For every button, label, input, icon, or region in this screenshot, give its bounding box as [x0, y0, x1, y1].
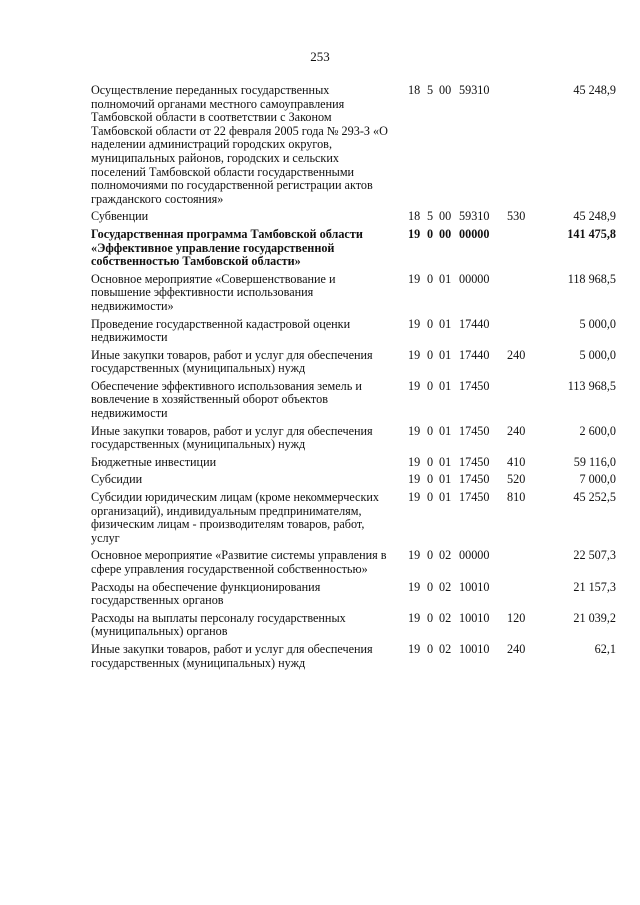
code-part-c4: 17440 [459, 316, 490, 331]
row-amount: 21 039,2 [573, 610, 616, 625]
code-part-c2: 0 [427, 490, 434, 505]
code-part-c4: 17450 [459, 472, 490, 487]
code-part-c3: 00 [439, 83, 452, 97]
code-part-c1: 19 [408, 610, 421, 625]
row-description: Проведение государственной кадастровой оценки недвижимости [91, 316, 351, 345]
row-code [408, 549, 531, 563]
code-part-c1: 19 [408, 226, 421, 241]
row-code [408, 612, 531, 626]
code-part-c3: 01 [439, 423, 452, 438]
row-amount: 62,1 [594, 641, 616, 656]
code-part-c1: 19 [408, 472, 421, 487]
code-part-c5: 120 [507, 610, 526, 625]
budget-table [0, 84, 640, 674]
row-amount: 45 248,9 [573, 83, 616, 97]
row-description: Государственная программа Тамбовской области «Эффективное управление государственной собственностью Тамбовской области» [91, 226, 363, 269]
row-description: Бюджетные инвестиции [91, 454, 217, 469]
code-part-c1: 19 [408, 316, 421, 331]
code-part-c2: 0 [427, 423, 434, 438]
code-part-c3: 01 [439, 472, 452, 487]
code-part-c2: 0 [427, 316, 434, 331]
code-part-c2: 0 [427, 472, 434, 487]
table-row [0, 425, 640, 452]
row-code [408, 643, 531, 657]
code-part-c2: 0 [427, 641, 434, 656]
row-code [408, 380, 531, 394]
row-description: Иные закупки товаров, работ и услуг для обеспечения государственных (муниципальных) нужд [91, 347, 373, 376]
row-amount: 22 507,3 [573, 548, 616, 563]
code-part-c4: 10010 [459, 641, 490, 656]
code-part-c5: 240 [507, 347, 526, 362]
code-part-c3: 01 [439, 271, 452, 286]
code-part-c4: 59310 [459, 209, 490, 224]
table-row [0, 84, 640, 206]
row-code [408, 84, 531, 98]
code-part-c1: 19 [408, 423, 421, 438]
row-code [408, 425, 531, 439]
row-amount: 118 968,5 [567, 271, 616, 286]
code-part-c4: 00000 [459, 226, 490, 241]
code-part-c3: 02 [439, 610, 452, 625]
row-code [408, 273, 531, 287]
code-part-c2: 0 [427, 454, 434, 469]
row-description: Иные закупки товаров, работ и услуг для обеспечения государственных (муниципальных) нужд [91, 641, 373, 670]
row-amount: 21 157,3 [573, 579, 616, 594]
row-code [408, 210, 531, 224]
code-part-c4: 17440 [459, 347, 490, 362]
row-description: Расходы на обеспечение функционирования государственных органов [91, 579, 321, 608]
code-part-c1: 19 [408, 378, 421, 393]
code-part-c1: 19 [408, 454, 421, 469]
row-code [408, 349, 531, 363]
code-part-c5: 410 [507, 454, 526, 469]
row-amount: 59 116,0 [573, 454, 616, 469]
code-part-c1: 18 [408, 209, 421, 224]
code-part-c4: 10010 [459, 579, 490, 594]
table-row [0, 210, 640, 224]
code-part-c5: 530 [507, 209, 526, 224]
code-part-c3: 01 [439, 454, 452, 469]
table-row [0, 643, 640, 670]
code-part-c4: 59310 [459, 83, 490, 97]
row-amount: 5 000,0 [579, 316, 616, 331]
code-part-c3: 02 [439, 548, 452, 563]
row-code [408, 581, 531, 595]
row-code [408, 228, 531, 242]
row-amount: 5 000,0 [579, 347, 616, 362]
table-row [0, 581, 640, 608]
code-part-c1: 18 [408, 83, 421, 97]
code-part-c4: 17450 [459, 378, 490, 393]
code-part-c1: 19 [408, 347, 421, 362]
table-row [0, 273, 640, 314]
code-part-c2: 0 [427, 347, 434, 362]
row-code [408, 318, 531, 332]
code-part-c3: 00 [439, 209, 452, 224]
row-description: Расходы на выплаты персоналу государственных (муниципальных) органов [91, 610, 346, 639]
code-part-c2: 5 [427, 209, 434, 224]
row-amount: 45 252,5 [573, 490, 616, 505]
code-part-c3: 01 [439, 490, 452, 505]
code-part-c5: 520 [507, 472, 526, 487]
table-row [0, 318, 640, 345]
row-amount: 141 475,8 [567, 226, 616, 241]
code-part-c1: 19 [408, 641, 421, 656]
row-description: Основное мероприятие «Развитие системы управления в сфере управления государственной собственностью» [91, 548, 387, 576]
code-part-c3: 02 [439, 641, 452, 656]
row-code [408, 456, 531, 470]
row-description: Субвенции [91, 209, 149, 224]
row-amount: 2 600,0 [579, 423, 616, 438]
code-part-c1: 19 [408, 490, 421, 505]
row-description: Осуществление переданных государственных полномочий органами местного самоуправления Тамбовской области в соответствии с Законом Тамбовской области от 22 февраля 2005 года № 293-З «О наделении администраций городских округов, муниципальных районов, городских и сельских поселений Тамбовской области государственными полномочиями по государственной регистрации актов гражданского состояния» [91, 83, 388, 206]
page-number: 253 [310, 49, 330, 64]
table-row [0, 473, 640, 487]
row-description: Обеспечение эффективного использования земель и вовлечение в хозяйственный оборот объектов недвижимости [91, 378, 362, 421]
code-part-c2: 0 [427, 378, 434, 393]
code-part-c5: 240 [507, 641, 526, 656]
row-description: Основное мероприятие «Совершенствование и повышение эффективности использования недвижимости» [91, 271, 336, 313]
code-part-c2: 0 [427, 271, 434, 286]
row-amount: 45 248,9 [573, 209, 616, 224]
table-row [0, 349, 640, 376]
code-part-c4: 17450 [459, 423, 490, 438]
row-code [408, 473, 531, 487]
row-amount: 113 968,5 [567, 378, 616, 393]
code-part-c4: 00000 [459, 548, 490, 563]
table-row [0, 549, 640, 576]
code-part-c2: 5 [427, 83, 434, 97]
code-part-c2: 0 [427, 548, 434, 563]
code-part-c1: 19 [408, 579, 421, 594]
row-code [408, 491, 531, 505]
code-part-c4: 10010 [459, 610, 490, 625]
table-row [0, 491, 640, 545]
code-part-c5: 810 [507, 490, 526, 505]
code-part-c1: 19 [408, 271, 421, 286]
row-description: Субсидии юридическим лицам (кроме некоммерческих организаций), индивидуальным предпринимателям, физическим лицам - производителям товаров, работ, услуг [91, 490, 379, 545]
code-part-c4: 17450 [459, 454, 490, 469]
code-part-c4: 00000 [459, 271, 490, 286]
table-row [0, 228, 640, 269]
table-row [0, 612, 640, 639]
code-part-c2: 0 [427, 579, 434, 594]
code-part-c2: 0 [427, 610, 434, 625]
row-description: Иные закупки товаров, работ и услуг для обеспечения государственных (муниципальных) нужд [91, 423, 373, 452]
table-row [0, 380, 640, 421]
row-description: Субсидии [91, 472, 143, 487]
code-part-c2: 0 [427, 226, 434, 241]
code-part-c4: 17450 [459, 490, 490, 505]
table-row [0, 456, 640, 470]
code-part-c3: 02 [439, 579, 452, 594]
code-part-c3: 01 [439, 378, 452, 393]
row-amount: 7 000,0 [579, 472, 616, 487]
code-part-c1: 19 [408, 548, 421, 563]
code-part-c3: 00 [439, 226, 452, 241]
code-part-c3: 01 [439, 347, 452, 362]
code-part-c3: 01 [439, 316, 452, 331]
code-part-c5: 240 [507, 423, 526, 438]
